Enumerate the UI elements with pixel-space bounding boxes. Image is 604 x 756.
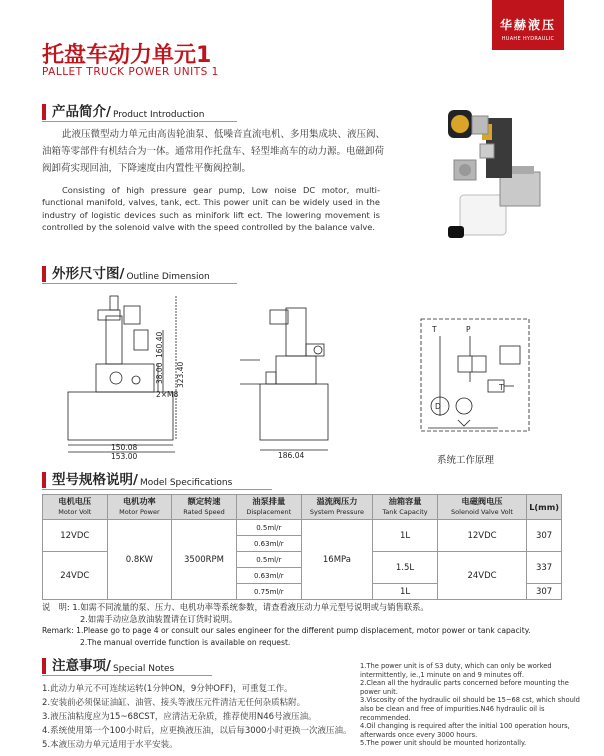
cell-disp: 0.5ml/r xyxy=(236,520,301,536)
side-view-drawing xyxy=(230,290,340,460)
cell-tank: 1.5L xyxy=(373,552,438,584)
front-view-drawing xyxy=(58,290,203,460)
section-heading-en: Model Specifications xyxy=(139,478,233,488)
remark-en-2: 2.The manual override function is available on request. xyxy=(80,638,291,647)
product-image xyxy=(420,100,570,250)
page-subtitle: PALLET TRUCK POWER UNITS 1 xyxy=(42,66,219,78)
hydraulic-schematic xyxy=(418,316,532,436)
cell-tank: 1L xyxy=(373,584,438,600)
dim-m8: 2×M8 xyxy=(156,390,179,399)
page-title: 托盘车动力单元1 xyxy=(42,43,212,68)
divider xyxy=(42,675,212,676)
section-heading-intro xyxy=(42,100,204,120)
note-en-item: 3.Viscosity of the hydraulic oil should be 15~68 cst, which should also be clean and free of impurities.N46 hydraulic oil is recommended. xyxy=(360,696,580,722)
cell-tank: 1L xyxy=(373,520,438,552)
section-bar-icon xyxy=(42,266,46,282)
remarks-label-en: Remark: xyxy=(42,626,74,635)
schematic-label-t: T xyxy=(432,325,437,334)
note-cn-item: 2.安装前必须保证油缸、油管、接头等液压元件清洁无任何杂质粘附。 xyxy=(42,698,306,708)
brand-name-cn: 华赫液压 xyxy=(499,18,556,32)
section-heading-outline xyxy=(42,262,210,282)
cell-sol: 12VDC xyxy=(437,520,526,552)
header-solenoid-volt: 电磁阀电压 Solenoid Valve Volt xyxy=(437,495,526,520)
intro-text-en: Consisting of high pressure gear pump, Low noise DC motor, multi-functional manifold, valves, tank, ect. This power unit can be widely used in the industry of logistic devices such as minifork lift ect. The lowering movement is controlled by the solenoid valve with the speed controlled by the balance valve. xyxy=(42,185,380,233)
note-en-item: 2.Clean all the hydraulic parts concerned before mounting the power unit. xyxy=(360,679,569,696)
header-tank-capacity: 油箱容量 Tank Capacity xyxy=(373,495,438,520)
section-heading-en: Outline Dimension xyxy=(126,272,210,282)
note-en-item: 4.Oil changing is required after the initial 100 operation hours, afterwards once every 3000 hours. xyxy=(360,722,570,739)
cell-disp: 0.63ml/r xyxy=(236,568,301,584)
section-heading-cn: 型号规格说明/ xyxy=(52,472,138,488)
remark-cn-1: 1.如需不同流量的泵、压力、电机功率等系统参数，请查看液压动力单元型号说明或与销售联系。 xyxy=(72,602,429,612)
table-row xyxy=(43,520,562,536)
section-heading-cn: 外形尺寸图/ xyxy=(52,266,125,282)
cell-pressure: 16MPa xyxy=(301,520,373,600)
spec-table xyxy=(42,494,562,600)
schematic-label-motor: D xyxy=(435,402,441,411)
dim-150: 150.08 xyxy=(111,443,138,452)
cell-disp: 0.75ml/r xyxy=(236,584,301,600)
schematic-caption: 系统工作原理 xyxy=(437,455,495,466)
section-bar-icon xyxy=(42,658,46,674)
cell-volt-12: 12VDC xyxy=(43,520,108,552)
brand-name-en: HUAHE HYDRAULIC xyxy=(501,36,555,42)
section-heading-cn: 产品简介/ xyxy=(52,104,111,120)
dim-186: 186.04 xyxy=(278,451,305,460)
header-length: L(mm) xyxy=(527,495,562,520)
dim-323: 323.40 xyxy=(176,361,185,388)
remarks xyxy=(42,601,582,649)
note-cn-item: 4.系统使用第一个100小时后，应更换液压油，以后每3000小时更换一次液压油。 xyxy=(42,726,352,736)
section-heading-notes xyxy=(42,654,174,674)
section-heading-spec xyxy=(42,468,232,488)
remark-cn-2: 2.如需手动应急放油装置请在订货时说明。 xyxy=(80,614,238,624)
notes-list-cn xyxy=(42,682,352,752)
divider xyxy=(42,283,237,284)
dim-160: 160.40 xyxy=(155,331,164,358)
schematic-label-t-return: T xyxy=(499,383,504,392)
remarks-label-cn: 说 明: xyxy=(42,602,70,612)
schematic-label-p: P xyxy=(466,325,471,334)
brand-badge xyxy=(492,0,564,50)
dim-153: 153.00 xyxy=(111,452,138,460)
section-heading-cn: 注意事项/ xyxy=(52,658,111,674)
cell-length: 307 xyxy=(527,520,562,552)
note-cn-item: 1.此动力单元不可连续运转(1分钟ON，9分钟OFF)，可重复工作。 xyxy=(42,684,293,694)
header-displacement: 油泵排量 Displacement xyxy=(236,495,301,520)
header-system-pressure: 溢流阀压力 System Pressure xyxy=(301,495,373,520)
divider xyxy=(42,489,272,490)
note-en-item: 1.The power unit is of S3 duty, which can only be worked intermittently, ie.,1 minute on and 9 minutes off. xyxy=(360,662,552,679)
header-motor-volt: 电机电压 Motor Volt xyxy=(43,495,108,520)
header-motor-power: 电机功率 Motor Power xyxy=(107,495,172,520)
cell-volt-24: 24VDC xyxy=(43,552,108,600)
cell-power: 0.8KW xyxy=(107,520,172,600)
cell-length: 307 xyxy=(527,584,562,600)
notes-list-en xyxy=(360,662,590,748)
cell-disp: 0.5ml/r xyxy=(236,552,301,568)
section-heading-en: Product Introduction xyxy=(112,110,205,120)
cell-length: 337 xyxy=(527,552,562,584)
section-heading-en: Special Notes xyxy=(112,664,175,674)
cell-speed: 3500RPM xyxy=(172,520,237,600)
section-bar-icon xyxy=(42,104,46,120)
note-cn-item: 5.本液压动力单元适用于水平安装。 xyxy=(42,740,178,750)
remark-en-1: 1.Please go to page 4 or consult our sales engineer for the different pump displacement, motor power or tank capacity. xyxy=(76,626,531,635)
note-cn-item: 3.液压油粘度应为15~68CST，应清洁无杂质，推荐使用N46号液压油。 xyxy=(42,712,317,722)
table-header-row xyxy=(43,495,562,520)
divider xyxy=(42,121,237,122)
header-rated-speed: 额定转速 Rated Speed xyxy=(172,495,237,520)
section-bar-icon xyxy=(42,472,46,488)
cell-disp: 0.63ml/r xyxy=(236,536,301,552)
intro-text-cn: 此液压微型动力单元由高齿轮油泵、低噪音直流电机、多用集成块、液压阀、油箱等零部件有机结合为一体。通常用作托盘车、轻型堆高车的动力源。电磁卸荷阀卸荷实现回油，下降速度由内置性平衡阀控制。 xyxy=(42,129,386,174)
cell-sol: 24VDC xyxy=(437,552,526,600)
note-en-item: 5.The power unit should be mounted horizontally. xyxy=(360,739,527,748)
dim-38: 38.00 xyxy=(155,362,164,384)
